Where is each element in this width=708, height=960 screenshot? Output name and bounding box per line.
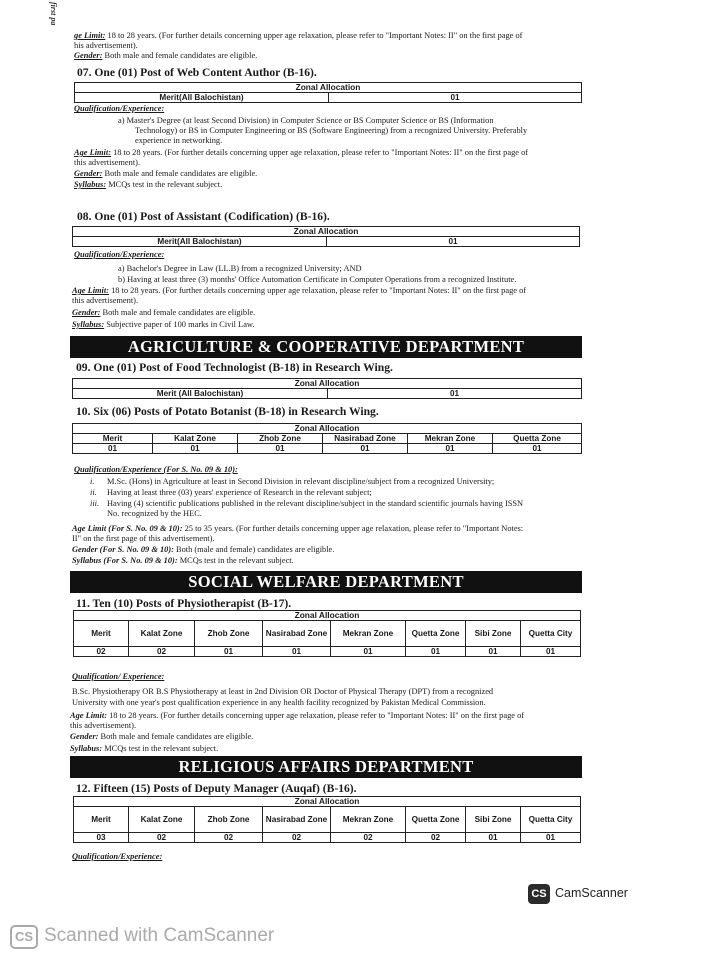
post-08-gender: Gender: Both male and female candidates are eligible.	[72, 308, 256, 317]
zone-value: 03	[74, 833, 129, 843]
zone-header: Kalat Zone	[129, 621, 195, 647]
zone-value: 01	[406, 647, 466, 657]
agriculture-department-band: AGRICULTURE & COOPERATIVE DEPARTMENT	[70, 336, 582, 358]
count-cell: 01	[327, 237, 580, 247]
post-11-syllabus: Syllabus: MCQs test in the relevant subject.	[70, 744, 219, 753]
religious-affairs-department-band: RELIGIOUS AFFAIRS DEPARTMENT	[70, 756, 582, 778]
zonal-allocation-header: Zonal Allocation	[75, 83, 582, 93]
zone-header: Quetta Zone	[493, 434, 582, 444]
post-10-zonal-table	[72, 423, 582, 454]
post-11-qual-1: B.Sc. Physiotherapy OR B.S Physiotherapy at least in 2nd Division OR Doctor of Physical Therapy (DPT) from a recognized	[72, 687, 494, 696]
camscanner-logo-icon: CS	[528, 884, 550, 904]
zone-header: Nasirabad Zone	[323, 434, 408, 444]
roman-i-marker: i.	[90, 477, 95, 486]
camscanner-watermark-icon: CS	[10, 925, 38, 949]
post-11-age: Age Limit: 18 to 28 years. (For further details concerning upper age relaxation, please refer to "Important Notes: II" on the first page of	[70, 711, 525, 720]
post-10-qual-ii: Having at least three (03) years' experience of Research in the relevant subject;	[107, 488, 372, 497]
zone-value: 02	[331, 833, 406, 843]
zone-header: Sibi Zone	[466, 807, 521, 833]
roman-iii-marker: iii.	[90, 499, 100, 508]
post-12-qualification-label: Qualification/Experience:	[72, 852, 163, 861]
zone-header: Merit	[73, 434, 153, 444]
post-07-syllabus: Syllabus: MCQs test in the relevant subject.	[74, 180, 223, 189]
post-11-qual-2: University with one year's post qualification experience in any health facility recognized by Pakistan Medical Commission.	[72, 698, 486, 707]
social-welfare-department-band: SOCIAL WELFARE DEPARTMENT	[70, 571, 582, 593]
zone-header: Quetta Zone	[406, 621, 466, 647]
camscanner-brand: CamScanner	[555, 886, 628, 900]
post-07-heading: 07. One (01) Post of Web Content Author (B-16).	[77, 66, 317, 79]
zonal-allocation-header: Zonal Allocation	[74, 611, 581, 621]
age-limit-line-2: his advertisement).	[74, 41, 138, 50]
zone-value: 01	[323, 444, 408, 454]
zone-value: 01	[263, 647, 331, 657]
zone-value: 02	[129, 833, 195, 843]
count-cell: 01	[329, 93, 582, 103]
zone-header: Mekran Zone	[331, 807, 406, 833]
post-08-qual-a: a) Bachelor's Degree in Law (LL.B) from a recognized University; AND	[118, 264, 362, 273]
zone-header: Mekran Zone	[408, 434, 493, 444]
post-11-gender: Gender: Both male and female candidates are eligible.	[70, 732, 254, 741]
page-fragment-text: first pa	[49, 2, 58, 26]
merit-cell: Merit(All Balochistan)	[73, 237, 327, 247]
zone-value: 01	[493, 444, 582, 454]
gender-line: Gender: Both male and female candidates are eligible.	[74, 51, 258, 60]
post-07-qual-a-2: Technology) or BS in Computer Engineering or BS (Software Engineering) from a recognized University. Preferably	[135, 126, 528, 135]
post-09-heading: 09. One (01) Post of Food Technologist (B-18) in Research Wing.	[76, 361, 393, 374]
post-07-qual-a-3: experience in networking.	[135, 136, 223, 145]
post-10-age: Age Limit (For S. No. 09 & 10): 25 to 35 years. (For further details concerning upper age relaxation, please refer to "Important Notes:	[72, 524, 524, 533]
zone-header: Quetta Zone	[406, 807, 466, 833]
zone-value: 01	[408, 444, 493, 454]
post-08-age: Age Limit: 18 to 28 years. (For further details concerning upper age relaxation, please refer to "Important Notes: II" on the first page of	[72, 286, 527, 295]
zone-header: Nasirabad Zone	[263, 807, 331, 833]
zone-header: Kalat Zone	[129, 807, 195, 833]
zone-header: Merit	[74, 621, 129, 647]
post-08-syllabus: Syllabus: Subjective paper of 100 marks in Civil Law.	[72, 320, 255, 329]
zone-header: Kalat Zone	[153, 434, 238, 444]
zonal-allocation-header: Zonal Allocation	[73, 379, 582, 389]
post-11-zonal-table	[73, 610, 581, 657]
zone-header: Zhob Zone	[238, 434, 323, 444]
post-10-gender: Gender (For S. No. 09 & 10): Both (male and female) candidates are eligible.	[72, 545, 335, 554]
post-12-zonal-table	[73, 796, 581, 843]
post-07-gender: Gender: Both male and female candidates are eligible.	[74, 169, 258, 178]
zone-header: Zhob Zone	[195, 807, 263, 833]
post-07-qual-a: a) Master's Degree (at least Second Division) in Computer Science or BS Computer Science or BS (Information	[118, 116, 494, 125]
post-07-zonal-table	[74, 82, 582, 103]
post-10-qual-i: M.Sc. (Hons) in Agriculture at least in Second Division in relevant discipline/subject from a recognized University;	[107, 477, 495, 486]
zone-header: Sibi Zone	[466, 621, 521, 647]
post-10-heading: 10. Six (06) Posts of Potato Botanist (B-18) in Research Wing.	[76, 405, 379, 418]
zone-value: 01	[521, 833, 581, 843]
merit-cell: Merit (All Balochistan)	[73, 389, 328, 399]
count-cell: 01	[328, 389, 582, 399]
zone-value: 01	[153, 444, 238, 454]
post-12-heading: 12. Fifteen (15) Posts of Deputy Manager (Auqaf) (B-16).	[76, 782, 357, 795]
zone-value: 02	[195, 833, 263, 843]
post-11-qualification-label: Qualification/ Experience:	[72, 672, 165, 681]
zone-value: 01	[466, 647, 521, 657]
post-11-heading: 11. Ten (10) Posts of Physiotherapist (B-17).	[76, 597, 292, 610]
post-10-qual-iii: Having (4) scientific publications published in the relevant discipline/subject in the standard scientific journals having ISSN	[107, 499, 524, 508]
post-10-syllabus: Syllabus (For S. No. 09 & 10): MCQs test in the relevant subject.	[72, 556, 294, 565]
post-08-heading: 08. One (01) Post of Assistant (Codification) (B-16).	[77, 210, 330, 223]
roman-ii-marker: ii.	[90, 488, 97, 497]
zone-header: Quetta City	[521, 621, 581, 647]
zone-header: Merit	[74, 807, 129, 833]
post-08-zonal-table	[72, 226, 580, 247]
zone-value: 02	[74, 647, 129, 657]
age-limit-line: ge Limit: 18 to 28 years. (For further details concerning upper age relaxation, please refer to "Important Notes: II" on the first page of	[74, 31, 523, 40]
zone-header: Mekran Zone	[331, 621, 406, 647]
post-10-qual-iii-2: No. recognized by the HEC.	[107, 509, 202, 518]
post-11-age-2: this advertisement).	[70, 721, 137, 730]
merit-cell: Merit(All Balochistan)	[75, 93, 329, 103]
scanned-watermark: Scanned with CamScanner	[44, 925, 275, 946]
post-09-zonal-table	[72, 378, 582, 399]
zone-value: 01	[73, 444, 153, 454]
zone-value: 02	[406, 833, 466, 843]
zone-header: Nasirabad Zone	[263, 621, 331, 647]
zone-value: 02	[129, 647, 195, 657]
zone-value: 01	[521, 647, 581, 657]
zonal-allocation-header: Zonal Allocation	[73, 227, 580, 237]
zone-value: 01	[466, 833, 521, 843]
post-10-qualification-label: Qualification/Experience (For S. No. 09 & 10):	[74, 465, 238, 474]
zonal-allocation-header: Zonal Allocation	[74, 797, 581, 807]
post-10-age-2: II" on the first page of this advertisement).	[72, 534, 215, 543]
zone-value: 01	[331, 647, 406, 657]
zone-value: 02	[263, 833, 331, 843]
zone-value: 01	[238, 444, 323, 454]
zonal-allocation-header: Zonal Allocation	[73, 424, 582, 434]
post-08-age-2: this advertisement).	[72, 296, 139, 305]
zone-header: Zhob Zone	[195, 621, 263, 647]
post-07-age-2: this advertisement).	[74, 158, 141, 167]
post-08-qualification-label: Qualification/Experience:	[74, 250, 165, 259]
zone-value: 01	[195, 647, 263, 657]
post-08-qual-b: b) Having at least three (3) months' Office Automation Certificate in Computer Operations from a recognized Institute.	[118, 275, 517, 284]
zone-header: Quetta City	[521, 807, 581, 833]
post-07-qualification-label: Qualification/Experience:	[74, 104, 165, 113]
post-07-age: Age Limit: 18 to 28 years. (For further details concerning upper age relaxation, please refer to "Important Notes: II" on the first page of	[74, 148, 529, 157]
